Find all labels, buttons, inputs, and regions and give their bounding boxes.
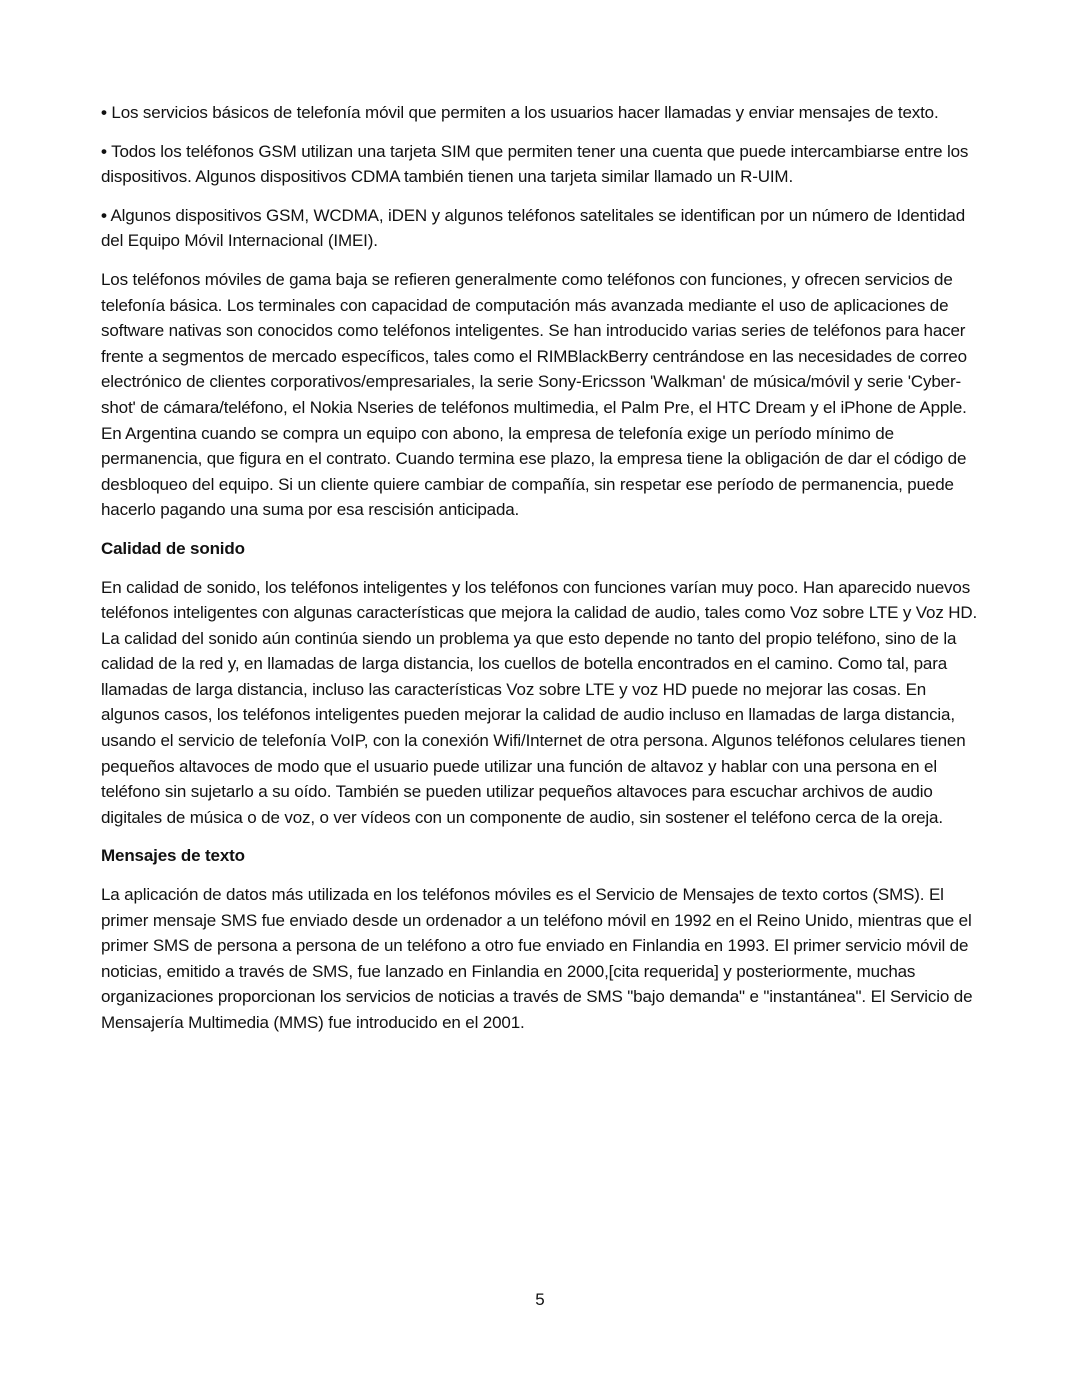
bullet-text: Todos los teléfonos GSM utilizan una tarjeta SIM que permiten tener una cuenta que puede intercambiarse entre los dispositivos. Algunos dispositivos CDMA también tienen una tarjeta similar llamado un R-UIM. bbox=[101, 141, 969, 187]
page-number: 5 bbox=[535, 1290, 545, 1309]
bullet-text: Los servicios básicos de telefonía móvil que permiten a los usuarios hacer llamadas y enviar mensajes de texto. bbox=[111, 103, 939, 122]
section-heading-mensajes-de-texto: Mensajes de texto bbox=[101, 846, 245, 866]
bullet-marker: • bbox=[101, 205, 107, 225]
intro-paragraph: Los teléfonos móviles de gama baja se refieren generalmente como teléfonos con funciones, y ofrecen servicios de telefonía básica. Los terminales con capacidad de computación más avanzada mediante el uso de aplicaciones de software nativas son conocidos como teléfonos inteligentes. Se han introducido varias series de teléfonos para hacer frente a segmentos de mercado específicos, tales como el RIMBlackBerry centrándose en las necesidades de correo electrónico de clientes corporativos/empresariales, la serie Sony-Ericsson 'Walkman' de música/móvil y serie 'Cyber-shot' de cámara/teléfono, el Nokia Nseries de teléfonos multimedia, el Palm Pre, el HTC Dream y el iPhone de Apple. En Argentina cuando se compra un equipo con abono, la empresa de telefonía exige un período mínimo de permanencia, que figura en el contrato. Cuando termina ese plazo, la empresa tiene la obligación de dar el código de desbloqueo del equipo. Si un cliente quiere cambiar de compañía, sin respetar ese período de permanencia, puede hacerlo pagando una suma por esa rescisión anticipada. bbox=[101, 269, 967, 520]
section-body-mensajes-de-texto: La aplicación de datos más utilizada en los teléfonos móviles es el Servicio de Mensajes de texto cortos (SMS). El primer mensaje SMS fue enviado desde un ordenador a un teléfono móvil en 1992 en el Reino Unido, mientras que el primer SMS de persona a persona de un teléfono a otro fue enviado en Finlandia en 1993. El primer servicio móvil de noticias, emitido a través de SMS, fue lanzado en Finlandia en 2000,[cita requerida] y posteriormente, muchas organizaciones proporcionan los servicios de noticias a través de SMS "bajo demanda" e "instantánea". El Servicio de Mensajería Multimedia (MMS) fue introducido en el 2001. bbox=[101, 885, 973, 1032]
bullet-item bbox=[101, 203, 985, 254]
bullet-item bbox=[101, 100, 985, 126]
bullet-text: Algunos dispositivos GSM, WCDMA, iDEN y algunos teléfonos satelitales se identifican por un número de Identidad del Equipo Móvil Internacional (IMEI). bbox=[101, 205, 966, 251]
bullet-item bbox=[101, 139, 985, 190]
bullet-marker: • bbox=[101, 103, 107, 122]
document-page bbox=[101, 100, 985, 1049]
section-body-calidad-de-sonido: En calidad de sonido, los teléfonos inteligentes y los teléfonos con funciones varían muy poco. Han aparecido nuevos teléfonos inteligentes con algunas características que mejora la calidad de audio, tales como Voz sobre LTE y Voz HD. La calidad del sonido aún continúa siendo un problema ya que esto depende no tanto del propio teléfono, sino de la calidad de la red y, en llamadas de larga distancia, los cuellos de botella encontrados en el camino. Como tal, para llamadas de larga distancia, incluso las características Voz sobre LTE y voz HD puede no mejorar las cosas. En algunos casos, los teléfonos inteligentes pueden mejorar la calidad de audio incluso en llamadas de larga distancia, usando el servicio de telefonía VoIP, con la conexión Wifi/Internet de otra persona. Algunos teléfonos celulares tienen pequeños altavoces de modo que el usuario puede utilizar una función de altavoz y hablar con una persona en el teléfono sin sujetarlo a su oído. También se pueden utilizar pequeños altavoces para escuchar archivos de audio digitales de música o de voz, o ver vídeos con un componente de audio, sin sostener el teléfono cerca de la oreja. bbox=[101, 577, 978, 827]
section-heading-calidad-de-sonido: Calidad de sonido bbox=[101, 538, 245, 558]
bullet-marker: • bbox=[101, 141, 107, 161]
